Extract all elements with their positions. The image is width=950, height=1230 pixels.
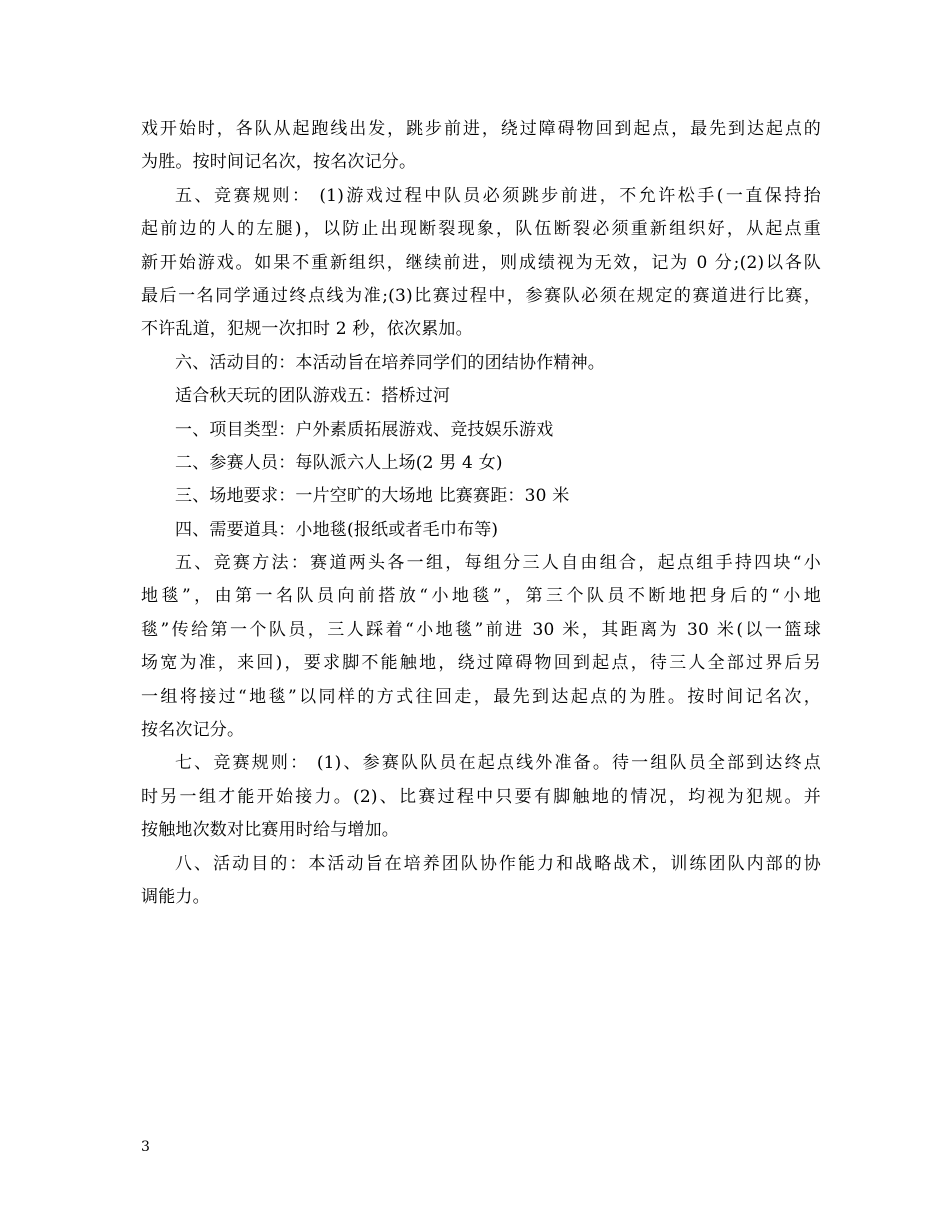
document-body: [141, 113, 821, 914]
text-line: 戏开始时，各队从起跑线出发，跳步前进，绕过障碍物回到起点，最先到达起点的: [141, 119, 821, 139]
text-line: 调能力。: [141, 886, 210, 907]
text-line: 为胜。按时间记名次，按名次记分。: [141, 152, 417, 173]
text-line: 场宽为准，来回)，要求脚不能触地，绕过障碍物回到起点，待三人全部过界后另: [141, 653, 821, 674]
text-line: 新开始游戏。如果不重新组织，继续前进，则成绩视为无效，记为 0 分;(2)以各队: [141, 252, 821, 273]
text-line: 地毯”，由第一名队员向前搭放“小地毯”，第三个队员不断地把身后的“小地: [141, 586, 821, 607]
text-line: 八、活动目的：本活动旨在培养团队协作能力和战略战术，训练团队内部的协: [175, 853, 821, 874]
text-line: 一组将接过“地毯”以同样的方式往回走，最先到达起点的为胜。按时间记名次，: [141, 686, 821, 707]
text-line: 二、参赛人员：每队派六人上场(2 男 4 女): [175, 452, 503, 473]
text-line: 七、竞赛规则： (1)、参赛队队员在起点线外准备。待一组队员全部到达终点: [175, 753, 821, 774]
text-line: 五、竞赛规则： (1)游戏过程中队员必须跳步前进，不允许松手(一直保持抬: [175, 185, 821, 206]
text-line: 按触地次数对比赛用时给与增加。: [141, 820, 399, 841]
text-line: 一、项目类型：户外素质拓展游戏、竞技娱乐游戏: [175, 419, 554, 440]
text-line: 毯”传给第一个队员，三人踩着“小地毯”前进 30 米，其距离为 30 米(以一篮球: [141, 619, 821, 640]
text-line: 六、活动目的：本活动旨在培养同学们的团结协作精神。: [175, 352, 605, 373]
text-line: 最后一名同学通过终点线为准;(3)比赛过程中，参赛队必须在规定的赛道进行比赛，: [141, 285, 821, 306]
text-line: 不许乱道，犯规一次扣时 2 秒，依次累加。: [141, 319, 473, 340]
text-line: 起前边的人的左腿)，以防止出现断裂现象，队伍断裂必须重新组织好，从起点重: [141, 219, 821, 240]
text-line: 三、场地要求：一片空旷的大场地 比赛赛距：30 米: [175, 486, 570, 507]
section-heading: 适合秋天玩的团队游戏五：搭桥过河: [175, 386, 451, 407]
text-line: 五、竞赛方法：赛道两头各一组，每组分三人自由组合，起点组手持四块“小: [175, 553, 821, 574]
text-line: 按名次记分。: [141, 720, 245, 741]
text-line: 四、需要道具：小地毯(报纸或者毛巾布等): [175, 519, 499, 540]
text-line: 时另一组才能开始接力。(2)、比赛过程中只要有脚触地的情况，均视为犯规。并: [141, 786, 821, 807]
page-number: 3: [141, 1139, 150, 1155]
